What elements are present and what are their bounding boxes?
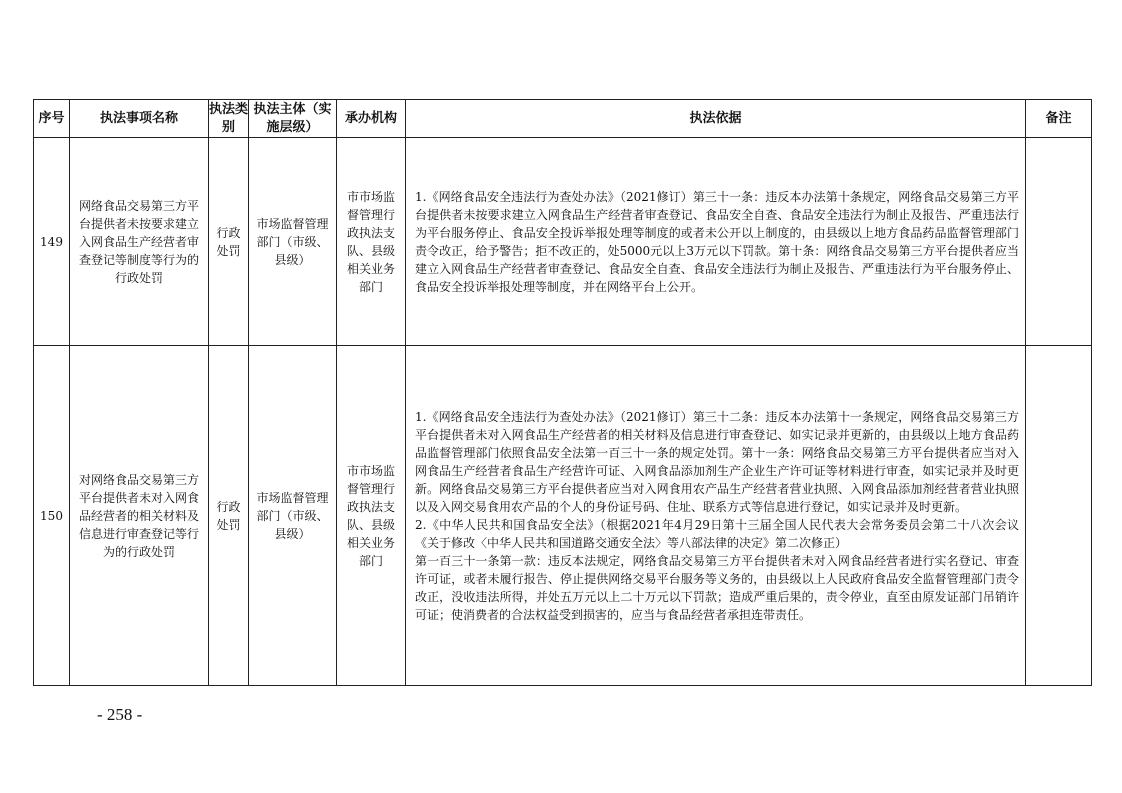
- row-name: 网络食品交易第三方平台提供者未按要求建立入网食品生产经营者审查登记等制度等行为的行政处罚: [70, 138, 209, 346]
- header-agency: 承办机构: [337, 100, 406, 138]
- row-seq: 149: [34, 138, 70, 346]
- row-name: 对网络食品交易第三方平台提供者未对入网食品经营者的相关材料及信息进行审查登记等行为的行政处罚: [70, 346, 209, 686]
- row-agency: 市市场监督管理行政执法支队、县级相关业务部门: [337, 346, 406, 686]
- page-number: - 258 -: [97, 705, 143, 724]
- table-row: [34, 138, 1092, 346]
- row-category: 行政处罚: [209, 138, 249, 346]
- row-basis: [406, 346, 1026, 686]
- header-name: 执法事项名称: [70, 100, 209, 138]
- header-category: 执法类别: [209, 100, 249, 138]
- row-remark: [1026, 138, 1092, 346]
- basis-paragraph: 2.《中华人民共和国食品安全法》（根据2021年4月29日第十三届全国人民代表大会常务委员会第二十八次会议《关于修改〈中华人民共和国道路交通安全法〉等八部法律的决定》第二次修正）: [415, 517, 1019, 550]
- basis-paragraph: 第一百三十一条第一款：违反本法规定，网络食品交易第三方平台提供者未对入网食品经营者进行实名登记、审查许可证，或者未履行报告、停止提供网络交易平台服务等义务的，由县级以上人民政府食品安全监督管理部门责令改正，没收违法所得，并处五万元以上二十万元以下罚款；造成严重后果的，责令停业，直至由原发证部门吊销许可证；使消费者的合法权益受到损害的，应当与食品经营者承担连带责任。: [415, 553, 1019, 622]
- row-basis: [406, 138, 1026, 346]
- header-basis: 执法依据: [406, 100, 1026, 138]
- table-row: [34, 346, 1092, 686]
- row-subject: 市场监督管理部门（市级、县级）: [249, 346, 337, 686]
- row-agency: 市市场监督管理行政执法支队、县级相关业务部门: [337, 138, 406, 346]
- header-remark: 备注: [1026, 100, 1092, 138]
- enforcement-table: [33, 99, 1092, 686]
- header-seq: 序号: [34, 100, 70, 138]
- row-remark: [1026, 346, 1092, 686]
- header-subject: 执法主体（实施层级）: [249, 100, 337, 138]
- header-row: [34, 100, 1092, 138]
- row-category: 行政处罚: [209, 346, 249, 686]
- basis-paragraph: 1.《网络食品安全违法行为查处办法》（2021修订）第三十二条：违反本办法第十一条规定，网络食品交易第三方平台提供者未对入网食品生产经营者的相关材料及信息进行审查登记、如实记录并更新的，由县级以上地方食品药品监督管理部门依照食品安全法第一百三十一条的规定处罚。第十一条：网络食品交易第三方平台提供者应当对入网食品生产经营者食品生产经营许可证、入网食品添加剂生产企业生产许可证等材料进行审查，如实记录并及时更新。网络食品交易第三方平台提供者应当对入网食用农产品生产经营者营业执照、入网食品添加剂经营者营业执照以及入网交易食用农产品的个人的身份证号码、住址、联系方式等信息进行登记，如实记录并及时更新。: [415, 409, 1019, 514]
- basis-paragraph: 1.《网络食品安全违法行为查处办法》（2021修订）第三十一条：违反本办法第十条规定，网络食品交易第三方平台提供者未按要求建立入网食品生产经营者审查登记、食品安全自查、食品安全违法行为制止及报告、严重违法行为平台服务停止、食品安全投诉举报处理等制度的或者未公开以上制度的，由县级以上地方食品药品监督管理部门责令改正，给予警告；拒不改正的，处5000元以上3万元以下罚款。第十条：网络食品交易第三方平台提供者应当建立入网食品生产经营者审查登记、食品安全自查、食品安全违法行为制止及报告、严重违法行为平台服务停止、食品安全投诉举报处理等制度，并在网络平台上公开。: [415, 189, 1019, 294]
- row-seq: 150: [34, 346, 70, 686]
- row-subject: 市场监督管理部门（市级、县级）: [249, 138, 337, 346]
